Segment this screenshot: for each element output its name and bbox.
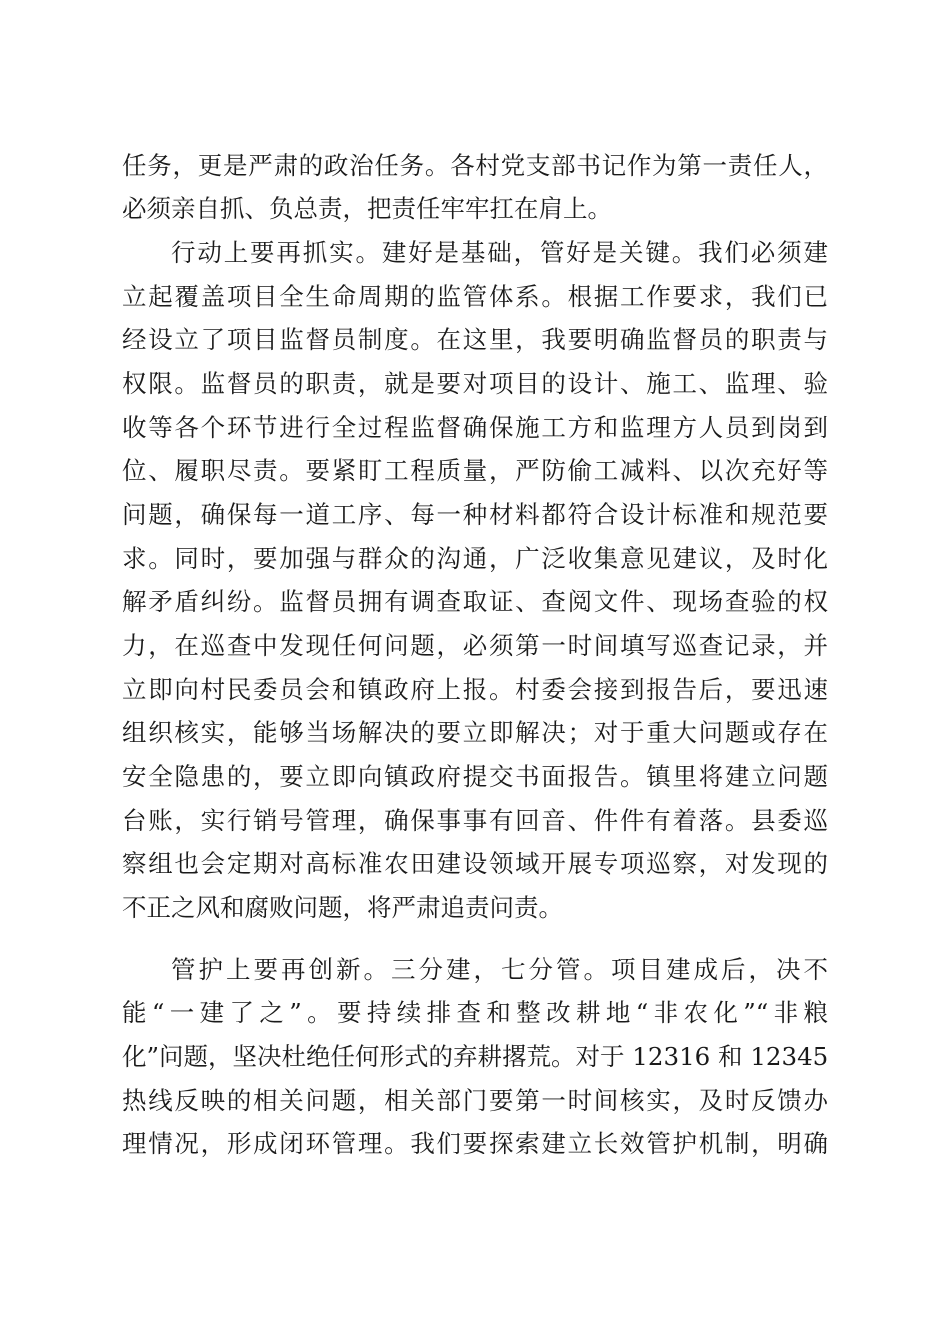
text-line: 能“一建了之”。要持续排查和整改耕地“非农化”“非粮 [122,998,828,1027]
text-line: 解矛盾纠纷。监督员拥有调查取证、查阅文件、现场查验的权 [122,587,828,616]
text-line: 力，在巡查中发现任何问题，必须第一时间填写巡查记录，并 [122,631,828,660]
text-line: 管护上要再创新。三分建，七分管。项目建成后，决不 [171,955,828,984]
text-line: 立即向村民委员会和镇政府上报。村委会接到报告后，要迅速 [122,675,828,704]
text-line: 化”问题，坚决杜绝任何形式的弃耕撂荒。对于 12316 和 12345 [122,1042,829,1071]
text-line: 热线反映的相关问题，相关部门要第一时间核实，及时反馈办 [122,1086,828,1115]
text-line: 台账，实行销号管理，确保事事有回音、件件有着落。县委巡 [122,806,828,835]
text-line: 理情况，形成闭环管理。我们要探索建立长效管护机制，明确 [122,1129,828,1158]
text-line: 任务，更是严肃的政治任务。各村党支部书记作为第一责任人， [122,151,828,180]
text-line: 不正之风和腐败问题，将严肃追责问责。 [122,893,563,922]
text-line: 权限。监督员的职责，就是要对项目的设计、施工、监理、验 [122,369,828,398]
text-line: 组织核实，能够当场解决的要立即解决；对于重大问题或存在 [122,718,828,747]
text-line: 安全隐患的，要立即向镇政府提交书面报告。镇里将建立问题 [122,762,828,791]
text-line: 必须亲自抓、负总责，把责任牢牢扛在肩上。 [122,194,612,223]
text-line: 问题，确保每一道工序、每一种材料都符合设计标准和规范要 [122,500,828,529]
text-line: 求。同时，要加强与群众的沟通，广泛收集意见建议，及时化 [122,544,828,573]
text-line: 察组也会定期对高标准农田建设领域开展专项巡察，对发现的 [122,849,828,878]
text-line: 立起覆盖项目全生命周期的监管体系。根据工作要求，我们已 [122,282,828,311]
text-line: 经设立了项目监督员制度。在这里，我要明确监督员的职责与 [122,325,828,354]
text-line: 位、履职尽责。要紧盯工程质量，严防偷工减料、以次充好等 [122,456,828,485]
text-line: 收等各个环节进行全过程监督确保施工方和监理方人员到岗到 [122,413,828,442]
text-line: 行动上要再抓实。建好是基础，管好是关键。我们必须建 [171,238,828,267]
